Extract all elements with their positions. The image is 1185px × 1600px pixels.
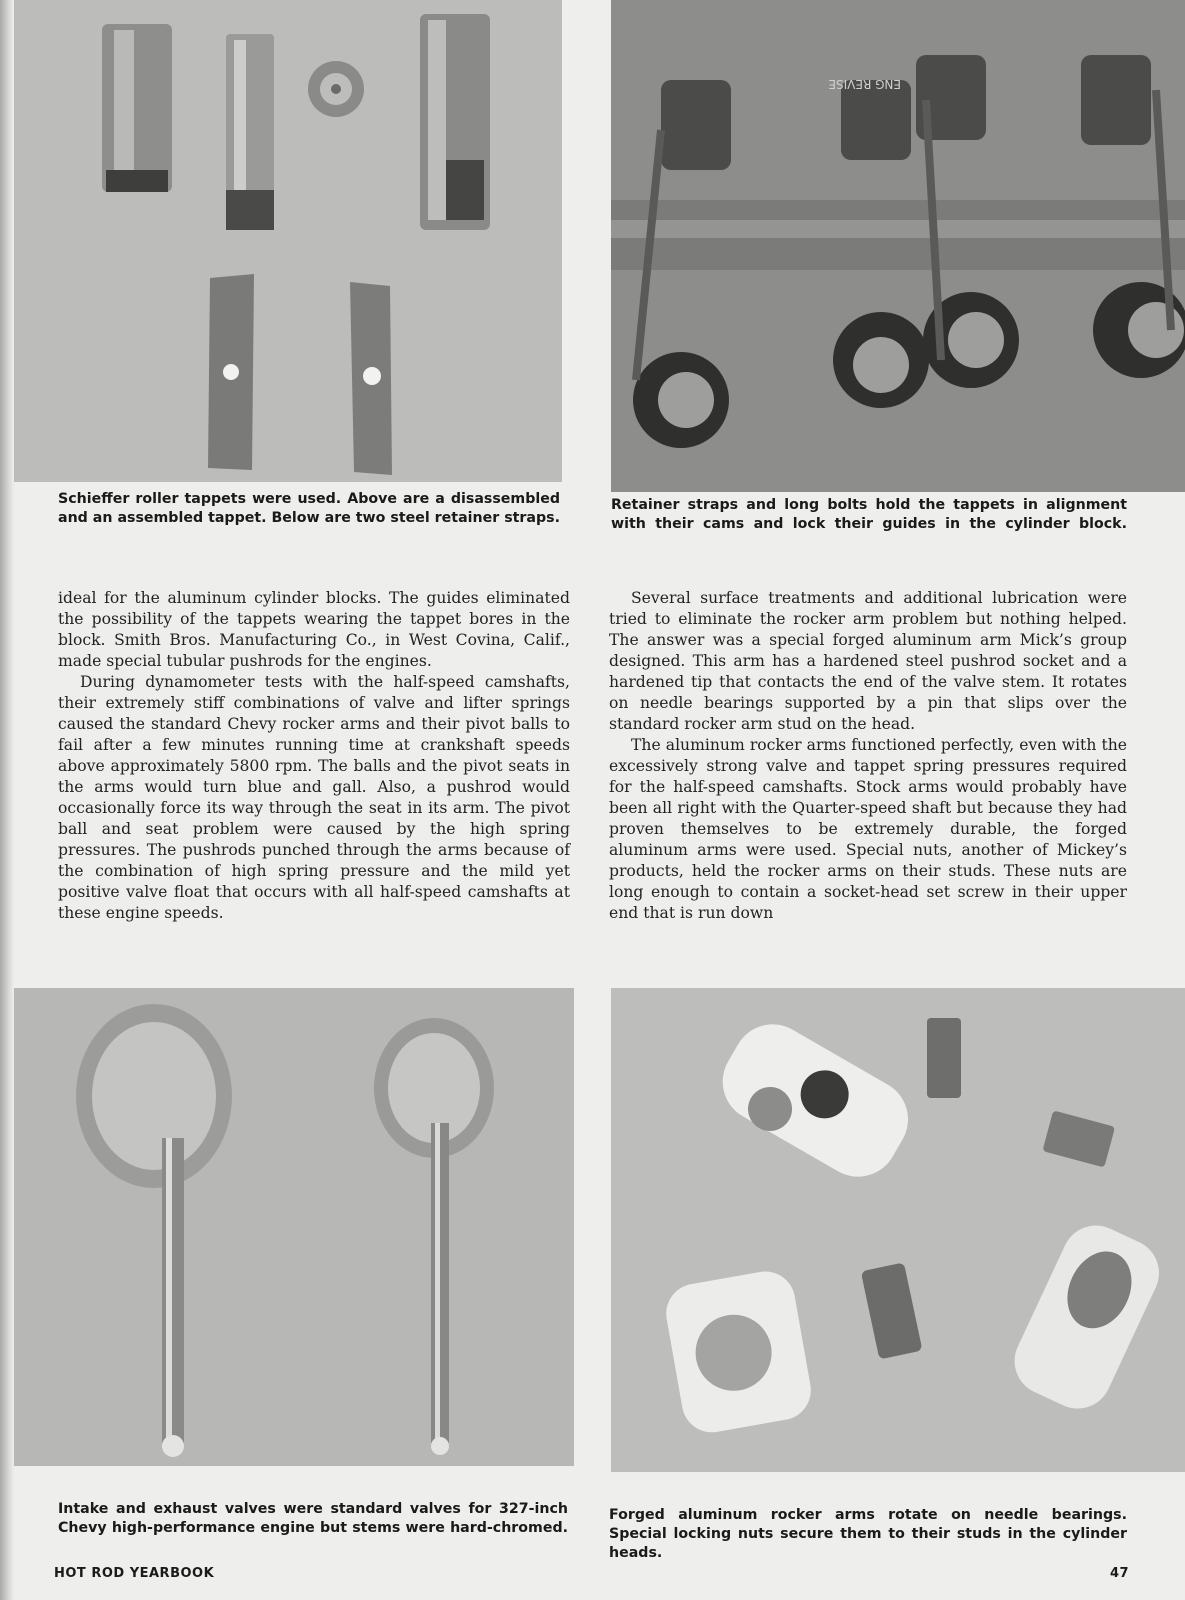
tappets-illustration bbox=[14, 0, 562, 482]
page-spine-shadow bbox=[0, 0, 14, 1600]
cylinder-block-illustration bbox=[611, 0, 1185, 492]
photo-cylinder-block bbox=[611, 0, 1185, 492]
valves-illustration bbox=[14, 988, 574, 1466]
body-paragraph: ideal for the aluminum cylinder blocks. The guides eliminated the possibility of the tappets wearing the tappet bores in the block. Smith Bros. Manufacturing Co., in West Covina, Calif., made special tubular pushrods for the engines. bbox=[58, 589, 570, 670]
caption-roller-tappets: Schieffer roller tappets were used. Above are a disassembled and an assembled tappet. Below are two steel retainer straps. bbox=[58, 491, 560, 526]
page-number: 47 bbox=[1110, 1566, 1130, 1581]
caption-valves: Intake and exhaust valves were standard valves for 327-inch Chevy high-performance engine but stems were hard-chromed. bbox=[58, 1501, 568, 1536]
caption-rocker-arms: Forged aluminum rocker arms rotate on needle bearings. Special locking nuts secure them to their studs in the cylinder heads. bbox=[609, 1507, 1127, 1561]
photo-roller-tappets bbox=[14, 0, 562, 482]
block-casting-marking: ENG REVISE bbox=[828, 77, 901, 91]
caption-cylinder-block: Retainer straps and long bolts hold the tappets in alignment with their cams and lock their guides in the cylinder block. bbox=[611, 497, 1127, 532]
body-paragraph: Several surface treatments and additional lubrication were tried to eliminate the rocker arm problem but nothing helped. The answer was a special forged aluminum arm Mick’s group designed. This arm has a hardened steel pushrod socket and a hardened tip that contacts the end of the valve stem. It rotates on needle bearings supported by a pin that slips over the standard rocker arm stud on the head. bbox=[609, 589, 1127, 733]
publication-footer: HOT ROD YEARBOOK bbox=[54, 1566, 215, 1581]
photo-rocker-arms bbox=[611, 988, 1185, 1472]
body-right-column bbox=[609, 588, 1127, 924]
rocker-arms-illustration bbox=[611, 988, 1185, 1472]
body-left-column bbox=[58, 588, 570, 924]
photo-valves bbox=[14, 988, 574, 1466]
body-paragraph: During dynamometer tests with the half-speed camshafts, their extremely stiff combinations of valve and lifter springs caused the standard Chevy rocker arms and their pivot balls to fail after a few minutes running time at crankshaft speeds above approximately 5800 rpm. The balls and the pivot seats in the arms would turn blue and gall. Also, a pushrod would occasionally force its way through the seat in its arm. The pivot ball and seat problem were caused by the high spring pressures. The pushrods punched through the arms because of the combination of high spring pressure and the mild yet positive valve float that occurs with all half-speed camshafts at these engine speeds. bbox=[58, 673, 570, 922]
body-paragraph: The aluminum rocker arms functioned perfectly, even with the excessively strong valve and tappet spring pressures required for the half-speed camshafts. Stock arms would probably have been all right with the Quarter-speed shaft but because they had proven themselves to be extremely durable, the forged aluminum arms were used. Special nuts, another of Mickey’s products, held the rocker arms on their studs. These nuts are long enough to contain a socket-head set screw in their upper end that is run down bbox=[609, 736, 1127, 922]
